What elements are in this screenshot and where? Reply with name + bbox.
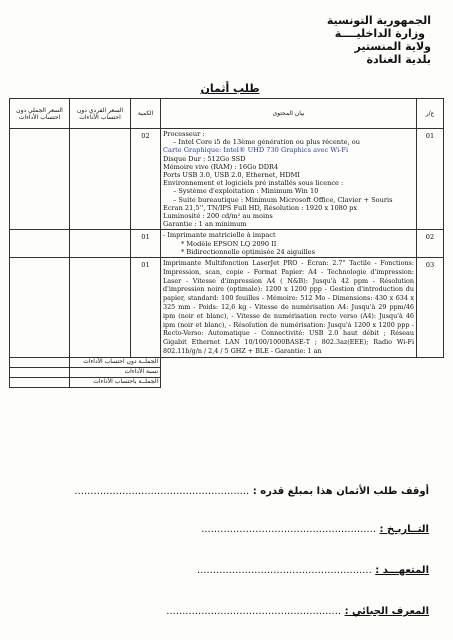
engager-line bbox=[197, 565, 429, 576]
summary-row-tax-rate bbox=[10, 367, 444, 377]
unit-price-cell bbox=[70, 230, 131, 258]
summary-value-cell bbox=[10, 377, 70, 387]
header-number: ع/ر bbox=[417, 99, 444, 129]
total-price-cell bbox=[10, 258, 70, 358]
description-cell: Imprimante Multifonction LaserJet PRO - Écran: 2.7" Tactile - Fonctions: Impression, scan, copie - Format Papier: A4 - Technologie d'impression: Laser - Vitesse d'impression A4 ( N&B): Jusqu'à 42 ppm - Résolution d'impression noire (optimale): 1200 x 1200 ppp - Gestion d'introduction du papier, standard: 100 feuilles - Mémoire: 512 Mo - Dimensions: 430 x 634 x 325 mm - Poids: 12,6 kg - Vitesse de numérisation A4: Jusqu'à 29 ppm/46 ipm (noir et blanc), - Vitesse de numérisation recto verso (A4): Jusqu'à 46 ipm (noir et blanc), - Résolution de numérisation: Jusqu'à 1200 x 1200 ppp - Recto-Verso: Automatique - Connectivité: USB 2.0 haut débit ; Réseau Gigabit Ethernet LAN 10/100/1000BASE-T ; 802.3az(EEE); Radio Wi-Fi 802.11b/g/n / 2,4 / 5 GHZ + BLE - Garantie: 1 an bbox=[161, 258, 417, 358]
header-total-price: السعر الجملي دون احتساب الأداءات bbox=[10, 99, 70, 129]
letterhead-republic: الجمهورية التونسية bbox=[326, 14, 431, 27]
page-title: طلب أثمان bbox=[200, 82, 260, 95]
engager-dots: ....................................................... bbox=[196, 565, 372, 576]
date-line bbox=[201, 524, 429, 535]
row-number-cell: 01 bbox=[417, 129, 444, 230]
amount-label: أوقف طلب الأثمان هذا بمبلغ قدره : bbox=[252, 486, 429, 497]
quote-table bbox=[9, 98, 444, 388]
engager-label: المتعهـــد : bbox=[375, 565, 429, 576]
row-number-cell: 02 bbox=[417, 230, 444, 258]
amount-dots: ....................................................... bbox=[74, 486, 250, 497]
header-quantity: الكمية bbox=[131, 99, 161, 129]
letterhead-ministry: وزارة الداخليــــة bbox=[334, 27, 425, 40]
summary-row-total-incl-tax bbox=[10, 377, 444, 387]
table-row bbox=[10, 258, 444, 358]
tax-id-dots: ....................................................... bbox=[166, 606, 342, 617]
description-cell: Processeur : – Intel Core i5 de 13ème génération ou plus récente, ou Carte Graphique: Intel® UHD 730 Graphics avec Wi-Fi Disque Dur : 512Go SSD Mémoire vive (RAM) : 16Go DDR4 Ports USB 3.0, USB 2.0, Ethernet, HDMI Environnement et logiciels pré installés sous licence : – Système d'exploitation : Minimum Win 10 – Suite bureautique : Minimum Microsoft Office, Clavier + Souris Ecran 21,5'', TN/IPS Full HD, Résolution : 1920 x 1080 px Luminosité : 200 cd/m² au moins Garantie : 1 an minimum bbox=[161, 129, 417, 230]
unit-price-cell bbox=[70, 258, 131, 358]
summary-label: الجملــة دون احتساب الأداءات bbox=[70, 357, 161, 367]
date-dots: ....................................................... bbox=[201, 524, 377, 535]
quantity-cell: 02 bbox=[131, 129, 161, 230]
date-label: التــاريـخ : bbox=[379, 524, 429, 535]
tax-id-line bbox=[166, 606, 429, 617]
summary-label: الجملــة باحتساب الأداءات bbox=[70, 377, 161, 387]
table-row bbox=[10, 129, 444, 230]
summary-row-total-excl-tax bbox=[10, 357, 444, 367]
description-cell: - Imprimante matricielle à impact * Modèle EPSON LQ 2090 II * Bidirectionnelle optimisée 24 aiguilles bbox=[161, 230, 417, 258]
quantity-cell: 01 bbox=[131, 258, 161, 358]
table-row bbox=[10, 230, 444, 258]
quantity-cell: 01 bbox=[131, 230, 161, 258]
header-unit-price: السعر الفردي دون احتساب الأداءات bbox=[70, 99, 131, 129]
unit-price-cell bbox=[70, 129, 131, 230]
letterhead bbox=[327, 14, 431, 66]
letterhead-municipality: بلدية الغنادة bbox=[366, 53, 431, 66]
letterhead-governorate: ولاية المنستير bbox=[354, 40, 431, 53]
total-price-cell bbox=[10, 230, 70, 258]
table-header-row bbox=[10, 99, 444, 129]
summary-value-cell bbox=[10, 367, 70, 377]
summary-label: نسبة الأداءات bbox=[70, 367, 161, 377]
header-content: بيان المحتوى bbox=[161, 99, 417, 129]
total-price-cell bbox=[10, 129, 70, 230]
tax-id-label: المعرف الجبائي : bbox=[344, 606, 429, 617]
row-number-cell: 03 bbox=[417, 258, 444, 358]
amount-line bbox=[74, 486, 429, 497]
summary-value-cell bbox=[10, 357, 70, 367]
